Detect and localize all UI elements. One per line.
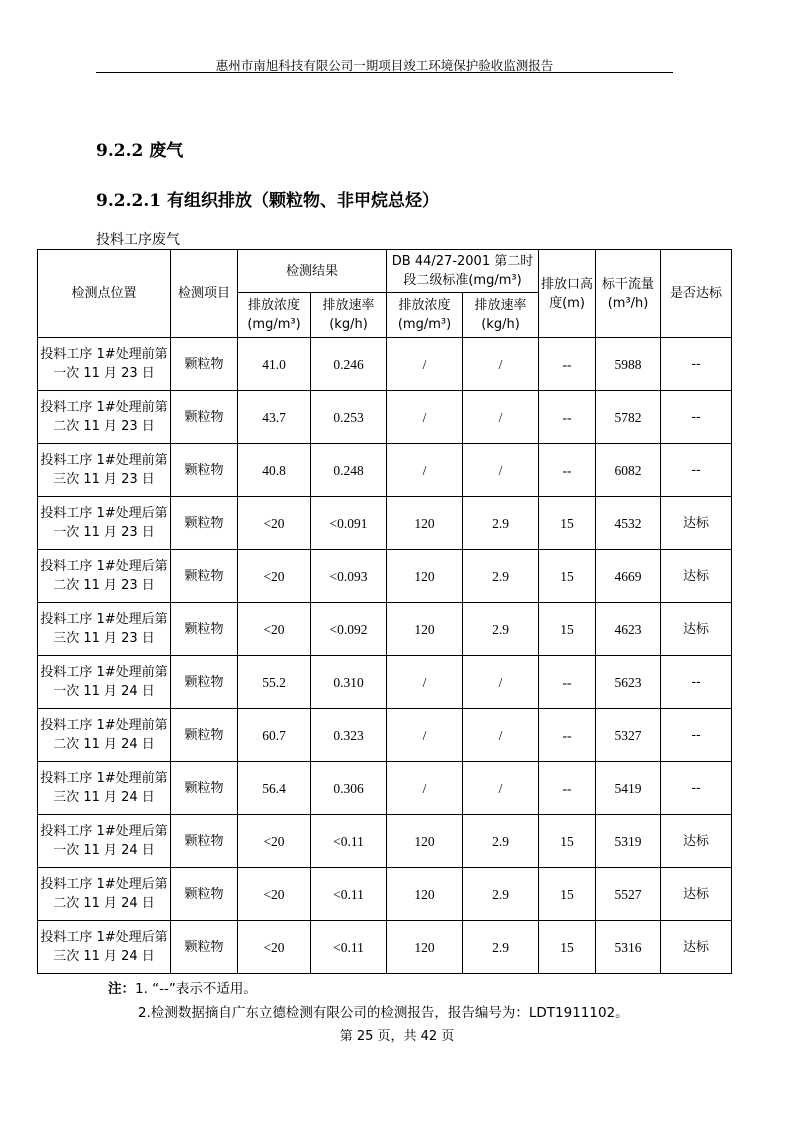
cell-location: 投料工序 1#处理后第三次 11 月 23 日 [38,603,171,656]
table-row [38,444,732,497]
cell-std-conc: 120 [387,921,463,974]
cell-std-rate: / [463,762,539,815]
table-body [38,338,732,974]
cell-flow: 5327 [596,709,661,762]
cell-location: 投料工序 1#处理后第一次 11 月 24 日 [38,815,171,868]
cell-height: 15 [539,921,596,974]
cell-compliance: -- [661,338,732,391]
cell-location: 投料工序 1#处理后第三次 11 月 24 日 [38,921,171,974]
cell-item: 颗粒物 [171,868,238,921]
cell-compliance: 达标 [661,550,732,603]
cell-flow: 5316 [596,921,661,974]
header-rule [96,72,673,73]
cell-compliance: -- [661,709,732,762]
cell-location: 投料工序 1#处理前第三次 11 月 23 日 [38,444,171,497]
cell-height: -- [539,444,596,497]
cell-location: 投料工序 1#处理后第二次 11 月 23 日 [38,550,171,603]
cell-std-conc: / [387,709,463,762]
cell-rate: <0.091 [311,497,387,550]
table-row [38,921,732,974]
cell-std-rate: / [463,444,539,497]
cell-height: 15 [539,815,596,868]
cell-item: 颗粒物 [171,762,238,815]
cell-item: 颗粒物 [171,815,238,868]
col-header-standard: DB 44/27-2001 第二时段二级标准(mg/m³) [387,250,539,293]
cell-conc: 60.7 [238,709,311,762]
cell-item: 颗粒物 [171,603,238,656]
cell-rate: 0.310 [311,656,387,709]
cell-item: 颗粒物 [171,338,238,391]
cell-rate: 0.248 [311,444,387,497]
cell-height: -- [539,391,596,444]
cell-compliance: 达标 [661,815,732,868]
cell-flow: 4669 [596,550,661,603]
table-row [38,709,732,762]
cell-item: 颗粒物 [171,921,238,974]
cell-flow: 6082 [596,444,661,497]
col-header-std-rate: 排放速率(kg/h) [463,293,539,338]
cell-compliance: 达标 [661,603,732,656]
cell-std-rate: 2.9 [463,921,539,974]
cell-conc: 55.2 [238,656,311,709]
subsection-title: 9.2.2.1 有组织排放（颗粒物、非甲烷总烃） [96,191,439,211]
notes [108,977,629,1025]
cell-conc: 41.0 [238,338,311,391]
col-header-std-conc: 排放浓度(mg/m³) [387,293,463,338]
table-row [38,550,732,603]
cell-std-conc: / [387,656,463,709]
cell-item: 颗粒物 [171,709,238,762]
cell-flow: 4623 [596,603,661,656]
cell-std-rate: 2.9 [463,497,539,550]
cell-conc: <20 [238,603,311,656]
table-row [38,762,732,815]
cell-std-conc: 120 [387,868,463,921]
table-row [38,603,732,656]
cell-std-conc: 120 [387,497,463,550]
table-row [38,497,732,550]
col-header-results: 检测结果 [238,250,387,293]
cell-flow: 5527 [596,868,661,921]
cell-height: 15 [539,550,596,603]
cell-compliance: 达标 [661,868,732,921]
cell-conc: <20 [238,815,311,868]
section-title: 9.2.2 废气 [96,141,184,161]
cell-conc: 43.7 [238,391,311,444]
cell-height: -- [539,338,596,391]
note-1: 1. “--”表示不适用。 [135,981,257,997]
cell-compliance: 达标 [661,921,732,974]
cell-compliance: -- [661,762,732,815]
cell-std-rate: / [463,338,539,391]
table-row [38,338,732,391]
cell-flow: 5319 [596,815,661,868]
cell-flow: 5623 [596,656,661,709]
table-row [38,815,732,868]
cell-height: -- [539,656,596,709]
cell-std-rate: 2.9 [463,868,539,921]
cell-location: 投料工序 1#处理前第一次 11 月 24 日 [38,656,171,709]
cell-height: 15 [539,868,596,921]
cell-std-rate: 2.9 [463,815,539,868]
cell-compliance: 达标 [661,497,732,550]
table-caption: 投料工序废气 [96,232,180,248]
cell-std-conc: / [387,444,463,497]
cell-flow: 5419 [596,762,661,815]
emission-table [37,249,732,974]
col-header-flow: 标干流量(m³/h) [596,250,661,338]
cell-std-conc: / [387,338,463,391]
cell-item: 颗粒物 [171,497,238,550]
cell-conc: <20 [238,921,311,974]
cell-conc: <20 [238,550,311,603]
cell-compliance: -- [661,391,732,444]
cell-flow: 5782 [596,391,661,444]
table-row [38,868,732,921]
cell-location: 投料工序 1#处理前第二次 11 月 24 日 [38,709,171,762]
cell-location: 投料工序 1#处理前第二次 11 月 23 日 [38,391,171,444]
cell-std-rate: / [463,656,539,709]
cell-flow: 5988 [596,338,661,391]
cell-item: 颗粒物 [171,391,238,444]
cell-item: 颗粒物 [171,550,238,603]
cell-rate: <0.092 [311,603,387,656]
col-header-rate: 排放速率(kg/h) [311,293,387,338]
table-row [38,391,732,444]
cell-compliance: -- [661,444,732,497]
cell-rate: <0.11 [311,815,387,868]
table-row [38,656,732,709]
col-header-item: 检测项目 [171,250,238,338]
cell-std-conc: 120 [387,603,463,656]
cell-item: 颗粒物 [171,444,238,497]
cell-height: -- [539,709,596,762]
col-header-compliance: 是否达标 [661,250,732,338]
cell-rate: <0.093 [311,550,387,603]
cell-location: 投料工序 1#处理前第一次 11 月 23 日 [38,338,171,391]
cell-rate: 0.253 [311,391,387,444]
cell-std-conc: 120 [387,815,463,868]
cell-height: 15 [539,497,596,550]
col-header-location: 检测点位置 [38,250,171,338]
cell-rate: <0.11 [311,868,387,921]
cell-item: 颗粒物 [171,656,238,709]
cell-height: 15 [539,603,596,656]
cell-conc: <20 [238,868,311,921]
cell-rate: 0.246 [311,338,387,391]
col-header-conc: 排放浓度(mg/m³) [238,293,311,338]
page-number: 第 25 页，共 42 页 [339,1029,455,1044]
cell-compliance: -- [661,656,732,709]
cell-std-conc: / [387,762,463,815]
cell-std-rate: / [463,709,539,762]
cell-location: 投料工序 1#处理前第三次 11 月 24 日 [38,762,171,815]
cell-conc: 56.4 [238,762,311,815]
col-header-outlet-height: 排放口高度(m) [539,250,596,338]
cell-rate: <0.11 [311,921,387,974]
running-header: 惠州市南旭科技有限公司一期项目竣工环境保护验收监测报告 [215,58,554,73]
cell-std-rate: 2.9 [463,550,539,603]
cell-height: -- [539,762,596,815]
cell-location: 投料工序 1#处理后第二次 11 月 24 日 [38,868,171,921]
notes-label: 注： [108,981,135,997]
cell-conc: <20 [238,497,311,550]
cell-conc: 40.8 [238,444,311,497]
cell-rate: 0.323 [311,709,387,762]
cell-location: 投料工序 1#处理后第一次 11 月 23 日 [38,497,171,550]
cell-std-conc: 120 [387,550,463,603]
cell-std-conc: / [387,391,463,444]
cell-flow: 4532 [596,497,661,550]
cell-std-rate: / [463,391,539,444]
cell-std-rate: 2.9 [463,603,539,656]
note-2: 2.检测数据摘自广东立德检测有限公司的检测报告，报告编号为：LDT1911102。 [138,1005,629,1021]
cell-rate: 0.306 [311,762,387,815]
